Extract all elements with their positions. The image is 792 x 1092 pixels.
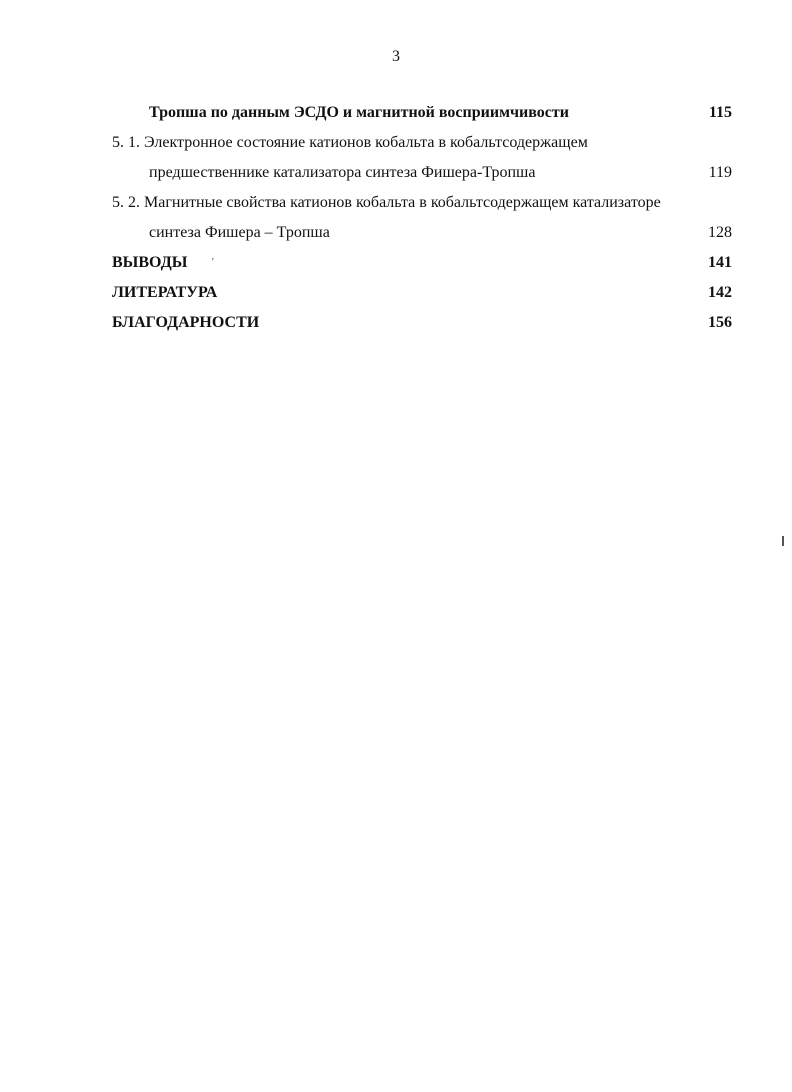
toc-entry-5-2 <box>112 188 732 218</box>
scan-edge-artifact <box>782 536 784 546</box>
toc-entry-5-1 <box>112 128 732 158</box>
toc-entry-conclusions <box>112 248 732 278</box>
toc-entry-text: ЛИТЕРАТУРА <box>112 284 218 301</box>
toc-entry-page: 128 <box>708 224 732 241</box>
toc-entry-page: 141 <box>708 254 732 271</box>
toc-entry-page: 115 <box>708 104 732 121</box>
scan-artifact-mark: ' <box>212 257 214 268</box>
table-of-contents <box>112 98 732 338</box>
toc-entry-text: 5. 1. Электронное состояние катионов кобальта в кобальтсодержащем <box>112 134 588 151</box>
toc-entry-text: предшественнике катализатора синтеза Фишера-Тропша <box>149 164 536 181</box>
toc-entry-5-2-continued <box>112 218 732 248</box>
toc-entry-text: БЛАГОДАРНОСТИ <box>112 314 260 331</box>
toc-entry-page: 156 <box>708 314 732 331</box>
toc-entry-text: синтеза Фишера – Тропша <box>149 224 330 241</box>
toc-entry-acknowledgements <box>112 308 732 338</box>
toc-entry-text: Тропша по данным ЭСДО и магнитной восприимчивости <box>149 104 569 121</box>
page-number: 3 <box>392 48 400 65</box>
toc-entry-fischer-tropsch-esdo <box>112 98 732 128</box>
toc-entry-literature <box>112 278 732 308</box>
toc-entry-page: 119 <box>708 164 732 181</box>
toc-entry-text: ВЫВОДЫ <box>112 254 188 271</box>
toc-entry-5-1-continued <box>112 158 732 188</box>
toc-entry-page: 142 <box>708 284 732 301</box>
toc-entry-text: 5. 2. Магнитные свойства катионов кобальта в кобальтсодержащем катализаторе <box>112 194 661 211</box>
